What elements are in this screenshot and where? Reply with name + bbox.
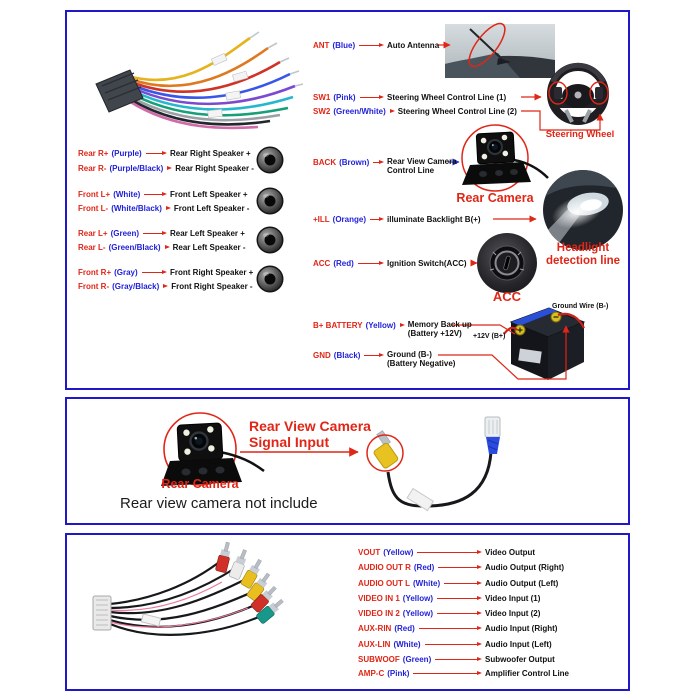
headlight-caption: Headlight detection line bbox=[545, 242, 621, 267]
arrow-line bbox=[400, 320, 405, 330]
wire-row: Front R- (Gray/Black) Front Right Speaker - bbox=[78, 281, 253, 291]
wire-row: AUX-LIN (White) Audio Input (Left) bbox=[358, 639, 552, 649]
battery-12v-caption: +12V (B+) bbox=[473, 333, 506, 340]
wire-row: GND (Black) Ground (B-) (Battery Negative) bbox=[313, 350, 456, 368]
arrow-line bbox=[373, 157, 384, 167]
wire-row: SW1 (Pink) Steering Wheel Control Line (1) bbox=[313, 92, 507, 102]
wire-row: BACK (Brown) Rear View Camera Control Line bbox=[313, 157, 457, 175]
arrow-line bbox=[437, 596, 482, 600]
arrow-line bbox=[359, 43, 384, 47]
arrow-line bbox=[167, 166, 172, 170]
wire-row: AUDIO OUT L (White) Audio Output (Left) bbox=[358, 578, 559, 588]
wire-row: ANT (Blue) Auto Antenna bbox=[313, 40, 440, 50]
arrow-line bbox=[364, 350, 384, 360]
wire-row: Rear R+ (Purple) Rear Right Speaker + bbox=[78, 148, 251, 158]
rear-camera-caption: Rear Camera bbox=[456, 191, 534, 205]
arrow-line bbox=[435, 657, 482, 661]
wire-row: Rear R- (Purple/Black) Rear Right Speaker - bbox=[78, 163, 254, 173]
signal-input-title: Rear View Camera Signal Input bbox=[249, 418, 371, 450]
rear-camera-caption-panel2: Rear Camera bbox=[161, 477, 239, 491]
wire-row: AMP-C (Pink) Amplifier Control Line bbox=[358, 668, 569, 678]
wire-row: Front R+ (Gray) Front Right Speaker + bbox=[78, 267, 254, 277]
main-harness-illustration bbox=[96, 32, 303, 128]
battery-photo bbox=[504, 308, 584, 380]
arrow-line bbox=[144, 192, 167, 196]
rca-plugs bbox=[215, 541, 286, 624]
wire-row: Front L+ (White) Front Left Speaker + bbox=[78, 189, 248, 199]
wire-row: B+ BATTERY (Yellow) Memory Back up (Battery +12V) bbox=[313, 320, 472, 338]
headlight-photo bbox=[540, 170, 625, 250]
arrow-line bbox=[417, 550, 482, 554]
arrow-line bbox=[437, 611, 482, 615]
acc-caption: ACC bbox=[492, 289, 522, 304]
wire-row: Rear L+ (Green) Rear Left Speaker + bbox=[78, 228, 245, 238]
arrow-line bbox=[413, 671, 482, 675]
ground-wire-caption: Ground Wire (B-) bbox=[552, 303, 609, 310]
wire-row: ACC (Red) Ignition Switch(ACC) bbox=[313, 258, 467, 268]
wire-row: AUX-RIN (Red) Audio Input (Right) bbox=[358, 623, 558, 633]
arrow-line bbox=[419, 626, 482, 630]
arrow-line bbox=[146, 151, 167, 155]
arrow-line bbox=[360, 95, 384, 99]
arrow-line bbox=[438, 565, 482, 569]
steering-wheel-photo bbox=[549, 65, 608, 122]
wire-row: SUBWOOF (Green) Subwoofer Output bbox=[358, 654, 555, 664]
arrow-line bbox=[358, 261, 384, 265]
camera-not-included-note: Rear view camera not include bbox=[120, 495, 318, 512]
arrow-line bbox=[166, 206, 171, 210]
arrow-line bbox=[370, 217, 384, 221]
wire-row: Front L- (White/Black) Front Left Speaker - bbox=[78, 203, 250, 213]
wire-row: AUDIO OUT R (Red) Audio Output (Right) bbox=[358, 562, 565, 572]
wire-row: Rear L- (Green/Black) Rear Left Speaker - bbox=[78, 242, 246, 252]
wire-row: VIDEO IN 1 (Yellow) Video Input (1) bbox=[358, 593, 541, 603]
arrow-line bbox=[143, 231, 167, 235]
wire-row: +ILL (Orange) illuminate Backlight B(+) bbox=[313, 214, 481, 224]
wire-row: VOUT (Yellow) Video Output bbox=[358, 547, 536, 557]
arrow-line bbox=[444, 581, 482, 585]
arrow-line bbox=[425, 642, 482, 646]
steering-wheel-caption: Steering Wheel bbox=[545, 129, 615, 140]
wire-row: VIDEO IN 2 (Yellow) Video Input (2) bbox=[358, 608, 541, 618]
arrow-line bbox=[163, 284, 168, 288]
camera-adapter-cable bbox=[367, 417, 500, 511]
rca-harness-illustration bbox=[93, 541, 286, 635]
wire-row: SW2 (Green/White) Steering Wheel Control Line (2) bbox=[313, 106, 517, 116]
arrow-line bbox=[142, 270, 167, 274]
arrow-line bbox=[390, 109, 395, 113]
arrow-line bbox=[165, 245, 170, 249]
